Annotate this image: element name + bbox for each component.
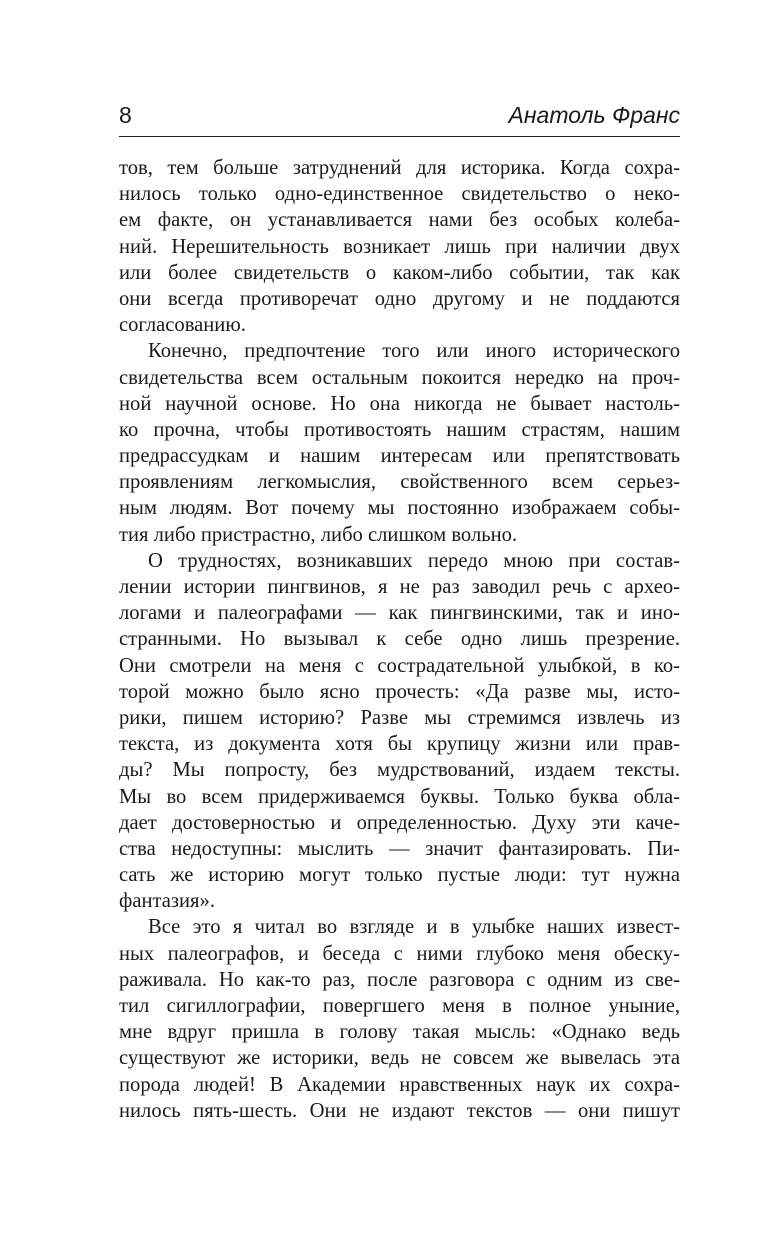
text-line: свидетельства всем остальным покоится нередко на проч- [119, 366, 680, 389]
text-line: проявлениям легкомыслия, свойственного всем серьез- [119, 471, 680, 494]
text-line: логами и палеографами — как пингвинскими, так и ино- [119, 602, 680, 625]
text-line: или более свидетельств о каком-либо событии, так как [119, 261, 680, 284]
text-line: Конечно, предпочтение того или иного исторического [148, 340, 680, 363]
text-line: ний. Нерешительность возникает лишь при наличии двух [119, 235, 680, 258]
text-line: ных палеографов, и беседа с ними глубоко меня обеску- [119, 942, 680, 965]
running-head-author: Анатоль Франс [508, 102, 680, 128]
text-line: дает достоверностью и определенностью. Духу эти каче- [119, 811, 680, 834]
text-line: Все это я читал во взгляде и в улыбке наших извест- [148, 916, 680, 939]
text-line: ным людям. Вот почему мы постоянно изображаем собы- [119, 497, 680, 520]
text-line: торой можно было ясно прочесть: «Да разве мы, исто- [119, 680, 680, 703]
text-line: странными. Но вызывал к себе одно лишь презрение. [119, 628, 680, 651]
text-line: ко прочна, чтобы противостоять нашим страстям, нашим [119, 418, 680, 441]
text-line: ной научной основе. Но она никогда не бывает настоль- [119, 392, 680, 415]
text-line: предрассудкам и нашим интересам или препятствовать [119, 445, 680, 468]
text-line: ды? Мы попросту, без мудрствований, издаем тексты. [119, 759, 680, 782]
text-line: тов, тем больше затруднений для историка. Когда сохра- [119, 157, 680, 179]
text-line: ства недоступны: мыслить — значит фантазировать. Пи- [119, 837, 680, 860]
text-line: раживала. Но как-то раз, после разговора с одним из све- [119, 968, 680, 991]
text-line: текста, из документа хотя бы крупицу жизни или прав- [119, 733, 680, 756]
text-line: сать же историю могут только пустые люди: тут нужна [119, 864, 680, 887]
page-header [119, 100, 680, 137]
text-line: рики, пишем историю? Разве мы стремимся извлечь из [119, 706, 680, 729]
text-line: О трудностях, возникавших передо мною при состав- [148, 549, 680, 572]
text-line: лении истории пингвинов, я не раз заводил речь с архео- [119, 576, 680, 598]
body-text [119, 155, 680, 1124]
text-line: согласованию. [119, 314, 246, 337]
page-number: 8 [119, 102, 132, 128]
text-line: тил сигиллографии, повергшего меня в полное уныние, [119, 995, 680, 1017]
text-line: нилось только одно-единственное свидетельство о неко- [119, 183, 680, 206]
text-line: существуют же историки, ведь не совсем же вывелась эта [119, 1047, 680, 1070]
text-line: тия либо пристрастно, либо слишком вольно. [119, 523, 518, 546]
text-line: Мы во всем придерживаемся буквы. Только буква обла- [119, 785, 680, 808]
text-line: порода людей! В Академии нравственных наук их сохра- [119, 1073, 680, 1096]
text-line: нилось пять-шесть. Они не издают текстов — они пишут [119, 1099, 680, 1122]
text-line: мне вдруг пришла в голову такая мысль: «Однако ведь [119, 1021, 680, 1044]
text-line: Они смотрели на меня с сострадательной улыбкой, в ко- [119, 654, 680, 677]
text-line: фантазия». [119, 890, 215, 913]
text-line: ем факте, он устанавливается нами без особых колеба- [119, 209, 680, 232]
text-line: они всегда противоречат одно другому и не поддаются [119, 287, 680, 310]
